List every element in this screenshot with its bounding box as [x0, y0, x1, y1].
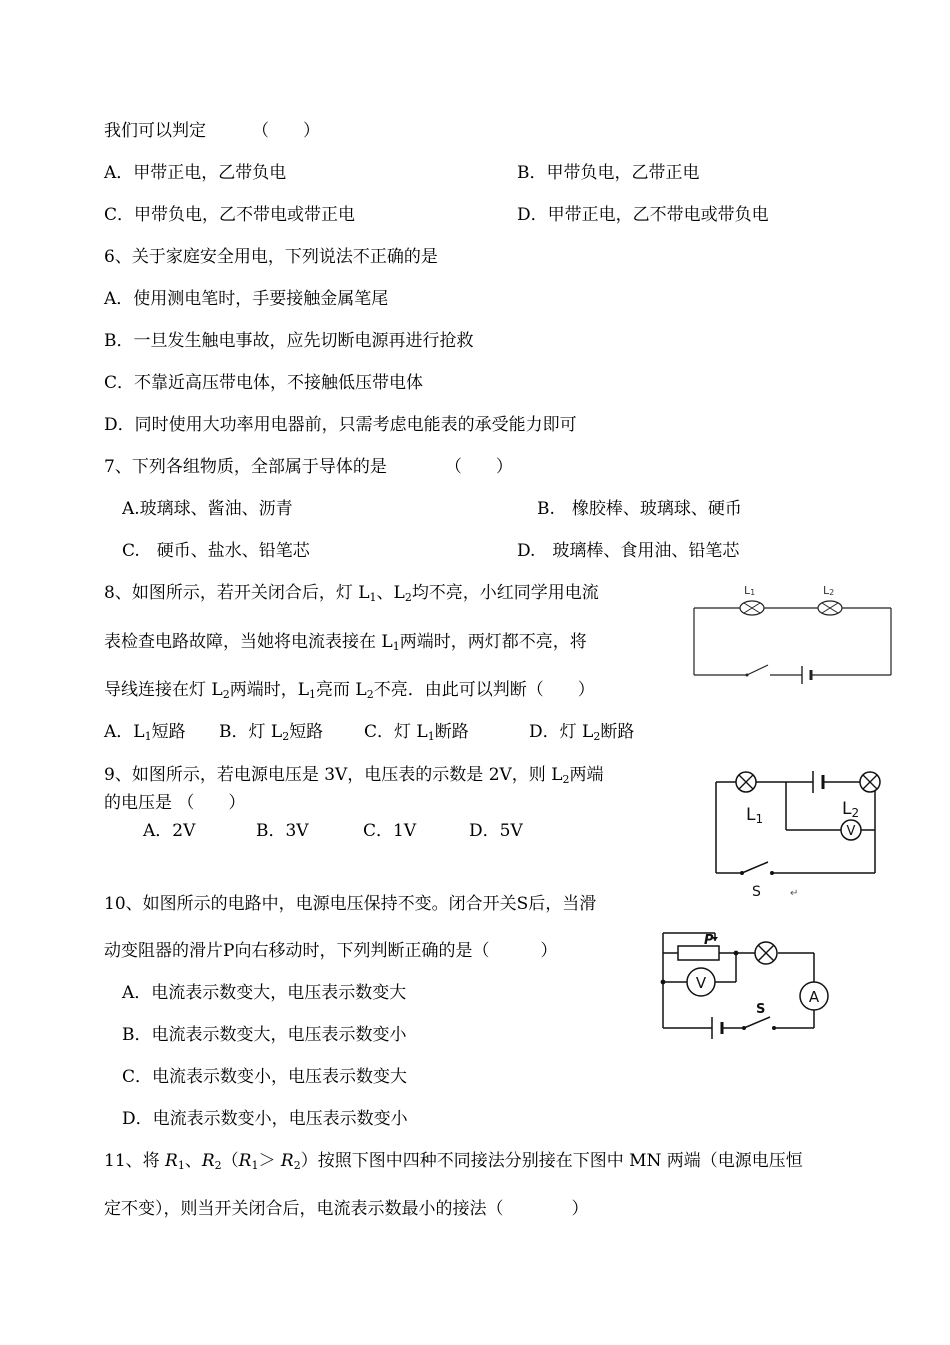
switch-icon: [746, 665, 769, 677]
junction-dot-icon: [661, 980, 666, 985]
q9-option-a[interactable]: A．2V: [143, 821, 196, 841]
q5-option-b[interactable]: B．甲带负电，乙带正电: [517, 163, 700, 183]
q7-option-c[interactable]: C. 硬币、盐水、铅笔芯: [122, 541, 310, 561]
svg-text:A: A: [808, 988, 820, 1006]
q5-stem-tail: 我们可以判定 （ ）: [104, 121, 320, 141]
voltmeter-icon: [841, 820, 861, 840]
rheostat-icon: [678, 946, 719, 960]
switch-icon: [740, 862, 774, 875]
q7-option-a[interactable]: A.玻璃球、酱油、沥青: [122, 499, 293, 519]
q9-stem-line2: 的电压是 （ ）: [104, 793, 246, 813]
q8-label-l2: L2: [823, 584, 835, 597]
lamp-l2-icon: [860, 772, 880, 792]
q10-circuit-diagram: [660, 925, 835, 1040]
lamp-icon: [755, 942, 777, 964]
q9-label-l1: L1: [746, 805, 764, 826]
q8-option-b[interactable]: B．灯 $L_2$短路: [219, 722, 324, 743]
q11-stem-line1: 11、将 $R_1$、$R_2(R_1> R_2)$按照下图中四种不同接法分别接在下图中 MN 两端（电源电压恒: [104, 1151, 803, 1172]
q10-option-a[interactable]: A．电流表示数变大，电压表示数变大: [122, 983, 407, 1003]
q7-option-d[interactable]: D. 玻璃棒、食用油、铅笔芯: [517, 541, 740, 561]
q6-option-d[interactable]: D．同时使用大功率用电器前，只需考虑电能表的承受能力即可: [104, 415, 577, 435]
battery-icon: [802, 666, 811, 684]
battery-icon: [813, 771, 823, 793]
q5-option-a[interactable]: A．甲带正电，乙带负电: [104, 163, 287, 183]
q8-stem-line1: 8、如图所示，若开关闭合后，灯 $L_1$、$L_2$均不亮，小红同学用电流: [104, 583, 599, 604]
q7-stem: 7、下列各组物质，全部属于导体的是 （ ）: [104, 457, 513, 477]
q5-option-c[interactable]: C．甲带负电，乙不带电或带正电: [104, 205, 356, 225]
q5-answer-blank[interactable]: （ ）: [252, 121, 320, 141]
return-mark-icon: ↵: [790, 888, 799, 899]
lamp-l1-icon: [736, 772, 756, 792]
battery-icon: [712, 1017, 722, 1039]
junction-dot-icon: [734, 951, 739, 956]
q9-label-s: S: [752, 884, 761, 900]
q9-option-d[interactable]: D．5V: [469, 821, 523, 841]
q9-circuit-diagram: [710, 770, 890, 900]
q9-label-l2: L2: [842, 799, 860, 820]
switch-icon: [742, 1017, 776, 1030]
q7-answer-blank[interactable]: （ ）: [444, 457, 513, 477]
q8-stem-line3: 导线连接在灯 $L_2$两端时，$L_1$亮而 $L_2$不亮．由此可以判断（ ）: [104, 680, 595, 701]
voltmeter-icon: [687, 968, 715, 996]
q8-label-l1: L1: [744, 584, 756, 597]
lamp-l2-icon: [818, 601, 842, 615]
q7-option-b[interactable]: B. 橡胶棒、玻璃球、硬币: [537, 499, 742, 519]
q8-stem-line2: 表检查电路故障，当她将电流表接在 $L_1$两端时，两灯都不亮，将: [104, 632, 587, 653]
q6-stem: 6、关于家庭安全用电，下列说法不正确的是: [104, 247, 438, 267]
ammeter-icon: [800, 982, 828, 1010]
q9-option-b[interactable]: B．3V: [256, 821, 309, 841]
q11-stem-line2: 定不变），则当开关闭合后，电流表示数最小的接法（ ）: [104, 1199, 589, 1219]
svg-text:V: V: [846, 824, 856, 839]
q8-option-d[interactable]: D．灯 $L_2$断路: [529, 722, 635, 743]
q10-stem-line1: 10、如图所示的电路中，电源电压保持不变。闭合开关S后，当滑: [104, 894, 597, 914]
q10-label-s: S: [756, 1002, 766, 1017]
q9-option-c[interactable]: C．1V: [363, 821, 417, 841]
q9-stem-line1: 9、如图所示，若电源电压是 3V，电压表的示数是 2V，则 $L_2$两端: [104, 765, 604, 786]
lamp-l1-icon: [740, 601, 764, 615]
q10-option-b[interactable]: B．电流表示数变大，电压表示数变小: [122, 1025, 407, 1045]
q8-option-a[interactable]: A．$L_1$短路: [104, 722, 186, 743]
q10-option-d[interactable]: D．电流表示数变小，电压表示数变小: [122, 1109, 408, 1129]
q10-stem-line2: 动变阻器的滑片P向右移动时，下列判断正确的是（ ）: [104, 941, 558, 961]
svg-text:V: V: [695, 974, 707, 992]
q8-option-c[interactable]: C．灯 $L_1$断路: [364, 722, 469, 743]
q10-label-p: P: [704, 933, 714, 948]
q6-option-c[interactable]: C．不靠近高压带电体，不接触低压带电体: [104, 373, 424, 393]
q6-option-b[interactable]: B．一旦发生触电事故，应先切断电源再进行抢救: [104, 331, 474, 351]
q6-option-a[interactable]: A．使用测电笔时，手要接触金属笔尾: [104, 289, 389, 309]
q5-option-d[interactable]: D．甲带正电，乙不带电或带负电: [517, 205, 769, 225]
q10-option-c[interactable]: C．电流表示数变小，电压表示数变大: [122, 1067, 408, 1087]
q8-circuit-diagram: [690, 580, 900, 685]
